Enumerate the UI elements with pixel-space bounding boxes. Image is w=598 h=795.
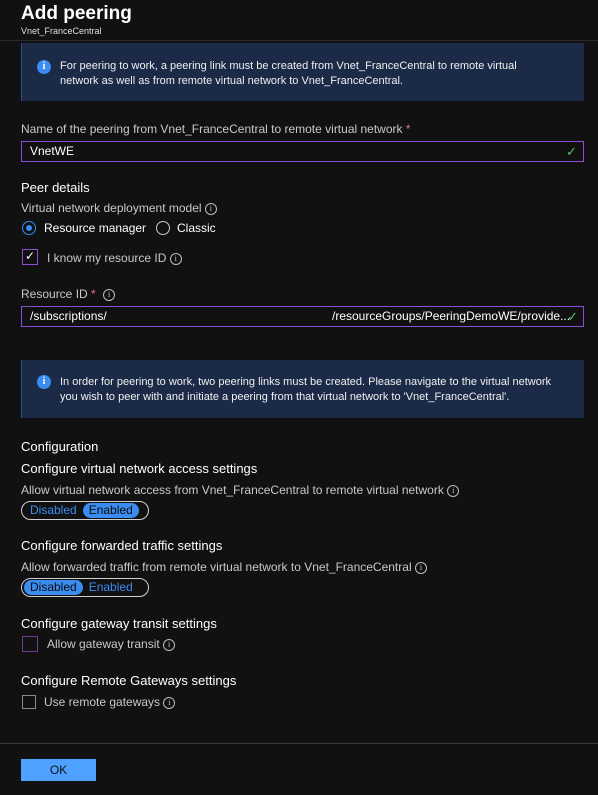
access-settings-label: Allow virtual network access from Vnet_FranceCentral to remote virtual network i xyxy=(21,483,459,497)
toggle-option-enabled[interactable]: Enabled xyxy=(88,580,133,594)
resource-id-input[interactable]: /subscriptions/ /resourceGroups/PeeringDemoWE/provide... ✓ xyxy=(21,306,584,327)
gateway-transit-heading: Configure gateway transit settings xyxy=(21,616,217,631)
deployment-model-label: Virtual network deployment model i xyxy=(21,201,217,215)
info-banner-text: For peering to work, a peering link must be created from Vnet_FranceCentral to remote virtual network as well as from remote virtual network to Vnet_FranceCentral. xyxy=(60,60,517,87)
remote-gateways-label: Use remote gateways i xyxy=(44,695,175,709)
info-circle-icon[interactable]: i xyxy=(163,639,175,651)
info-circle-icon[interactable]: i xyxy=(163,697,175,709)
gateway-transit-checkbox[interactable] xyxy=(22,636,38,652)
remote-gateways-heading: Configure Remote Gateways settings xyxy=(21,673,237,688)
ok-button[interactable]: OK xyxy=(21,759,96,781)
forwarded-settings-label: Allow forwarded traffic from remote virtual network to Vnet_FranceCentral i xyxy=(21,560,427,574)
peer-details-heading: Peer details xyxy=(21,180,90,195)
info-circle-icon[interactable]: i xyxy=(415,562,427,574)
remote-gateways-checkbox[interactable] xyxy=(22,695,36,709)
info-circle-icon[interactable]: i xyxy=(103,289,115,301)
info-circle-icon[interactable]: i xyxy=(170,253,182,265)
toggle-option-disabled[interactable]: Disabled xyxy=(30,503,77,517)
configuration-heading: Configuration xyxy=(21,439,99,454)
info-banner-text: In order for peering to work, two peering links must be created. Please navigate to the virtual network you wish to peer with and initiate a peering from that virtual network to 'Vnet_FranceCentral'. xyxy=(60,376,551,403)
page-title: Add peering xyxy=(21,3,132,24)
checkmark-icon: ✓ xyxy=(566,144,577,159)
info-banner-1 xyxy=(21,43,584,101)
toggle-option-disabled[interactable]: Disabled xyxy=(24,580,83,595)
gateway-transit-label: Allow gateway transit i xyxy=(47,637,175,651)
info-icon: i xyxy=(37,60,51,74)
info-circle-icon[interactable]: i xyxy=(205,203,217,215)
required-marker: * xyxy=(91,287,96,301)
info-banner-2 xyxy=(21,360,584,418)
access-settings-heading: Configure virtual network access settings xyxy=(21,461,258,476)
resource-id-tail: /resourceGroups/PeeringDemoWE/provide... xyxy=(332,309,571,323)
header-divider xyxy=(0,40,598,41)
radio-classic[interactable] xyxy=(156,221,170,235)
checkmark-icon: ✓ xyxy=(25,249,36,263)
peering-name-label: Name of the peering from Vnet_FranceCentral to remote virtual network * xyxy=(21,122,411,136)
forwarded-toggle[interactable] xyxy=(21,578,149,597)
checkmark-icon: ✓ xyxy=(567,309,578,324)
info-icon: i xyxy=(37,375,51,389)
footer-divider xyxy=(0,743,598,744)
required-marker: * xyxy=(405,122,411,136)
toggle-option-enabled[interactable]: Enabled xyxy=(83,503,139,518)
info-circle-icon[interactable]: i xyxy=(447,485,459,497)
know-resource-id-checkbox[interactable] xyxy=(22,249,38,265)
forwarded-settings-heading: Configure forwarded traffic settings xyxy=(21,538,223,553)
radio-resource-manager[interactable] xyxy=(22,221,36,235)
radio-resource-manager-label[interactable]: Resource manager xyxy=(44,221,147,235)
know-resource-id-label: I know my resource ID i xyxy=(47,251,182,265)
peering-name-input[interactable]: VnetWE ✓ xyxy=(21,141,584,162)
page-subtitle: Vnet_FranceCentral xyxy=(21,26,102,36)
radio-classic-label[interactable]: Classic xyxy=(177,221,216,235)
access-toggle[interactable] xyxy=(21,501,149,520)
resource-id-label: Resource ID * i xyxy=(21,287,115,301)
